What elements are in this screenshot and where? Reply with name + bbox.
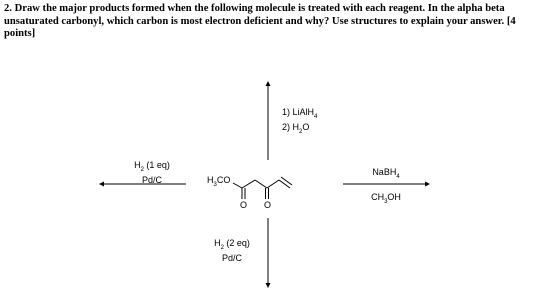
reagent-left-line2: Pd/C (141, 174, 162, 185)
reagent-top (282, 107, 317, 137)
molecule-skeleton (233, 177, 292, 199)
reagent-left (122, 160, 182, 185)
carbonyl-oxygen-1: O (240, 200, 248, 210)
arrow-up (266, 81, 271, 160)
question-text: 2. Draw the major products formed when the following molecule is treated with each reagent. In the alpha beta unsaturated carbonyl, which carbon is most electron deficient and why? Use structures to explain your answer. [4 points] (4, 3, 516, 39)
carbonyl-oxygen-2: O (264, 200, 272, 210)
reagent-bottom (206, 238, 258, 263)
reagent-right-top: NaBH$_4$ (372, 167, 400, 180)
reagent-top-line2: 2) $H_2O$ (282, 121, 310, 135)
arrow-right (343, 182, 430, 187)
reagent-top-line1: 1) LiAlH$_4$ (282, 107, 318, 120)
arrow-down (266, 218, 271, 288)
methoxy-group-label: $H_3CO$ (207, 175, 231, 188)
reagent-bottom-line2: Pd/C (221, 252, 242, 263)
reagent-bottom-line1: $H_2$ (2 eq) (214, 238, 250, 251)
reagent-right-bottom: $CH_3OH$ (371, 192, 401, 205)
reagent-left-line1: $H_2$ (1 eq) (134, 160, 170, 173)
